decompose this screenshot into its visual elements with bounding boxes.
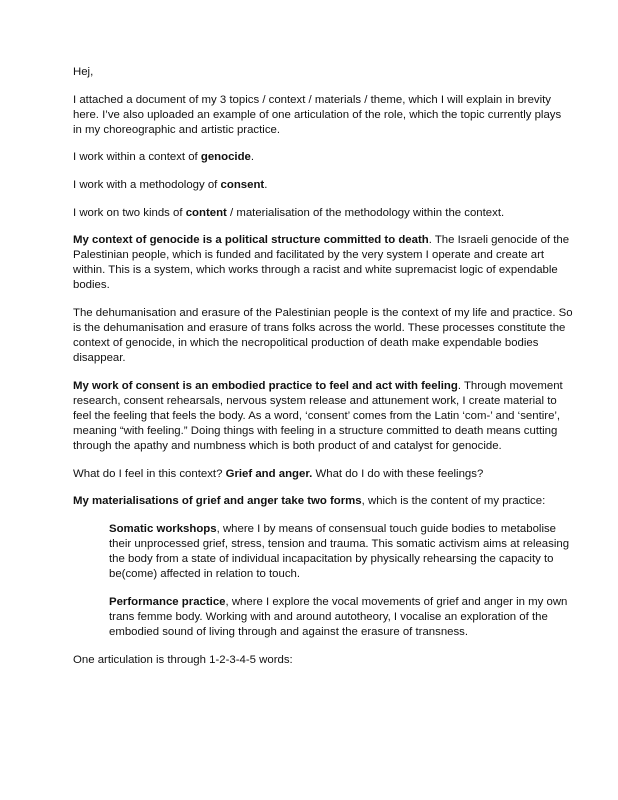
forms-line: My materialisations of grief and anger take two forms, which is the content of my practice: (73, 495, 546, 508)
closing-line: One articulation is through 1-2-3-4-5 words: (73, 653, 293, 666)
question-line: What do I feel in this context? Grief and anger. What do I do with these feelings? (73, 467, 484, 480)
document-page (73, 65, 573, 680)
dehumanisation-paragraph: The dehumanisation and erasure of the Palestinian people is the context of my life and practice. So is the dehumanisation and erasure of trans folks across the world. These processes constitute the context of genocide, in which the necropolitical production of death make expendable bodies disappear. (73, 307, 573, 365)
genocide-paragraph: My context of genocide is a political structure committed to death. The Israeli genocide of the Palestinian people, which is funded and facilitated by the very system I operate and create art within. This is a system, which works through a racist and white supremacist logic of expendable bodies. (73, 234, 570, 292)
consent-paragraph: My work of consent is an embodied practice to feel and act with feeling. Through movement research, consent rehearsals, nervous system release and attunement work, I create material to feel the feeling that feels the body. As a word, ‘consent’ comes from the Latin ‘com-’ and ‘sentire’, meaning “with feeling.” Doing things with feeling in a structure committed to death means cutting through the apathy and numbness which is both product of and catalyst for genocide. (73, 379, 563, 453)
somatic-workshops-paragraph: Somatic workshops, where I by means of consensual touch guide bodies to metabolise their unprocessed grief, stress, tension and trauma. This somatic activism aims at releasing the body from a state of individual incapacitation by physically rehearsing the capacity to be(come) affected in relation to touch. (109, 523, 570, 581)
greeting: Hej, (73, 66, 94, 78)
intro-paragraph: I attached a document of my 3 topics / context / materials / theme, which I will explain in brevity here. I’ve also uploaded an example of one articulation of the role, which the topic currently plays in my choreographic and artistic practice. (73, 93, 562, 136)
content-line: I work on two kinds of content / materialisation of the methodology within the context. (73, 206, 505, 219)
methodology-line: I work with a methodology of consent. (73, 178, 268, 191)
context-line: I work within a context of genocide. (73, 151, 255, 164)
performance-practice-paragraph: Performance practice, where I explore the vocal movements of grief and anger in my own trans femme body. Working with and around autotheory, I vocalise an exploration of the embodied sound of living through and against the erasure of transness. (109, 595, 568, 639)
